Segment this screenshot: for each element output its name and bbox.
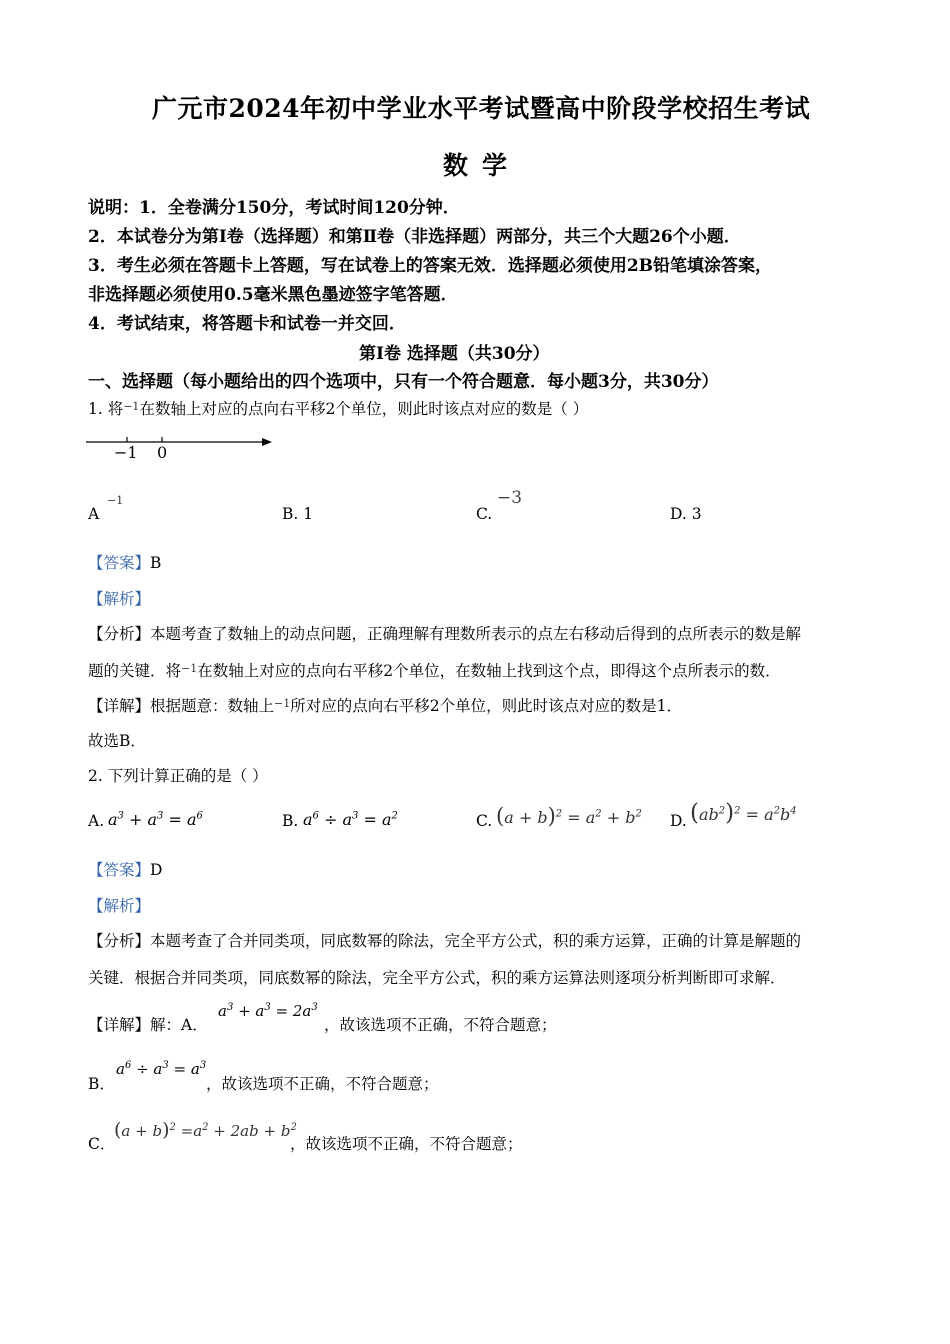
q2-detail-b-formula: $a^6 \div a^3 = a^3$ [116,1060,207,1078]
q1-option-a-label: A [88,505,100,523]
instruction-line: 3．考生必须在答题卡上答题，写在试卷上的答案无效．选择题必须使用2B铅笔填涂答案， [88,256,773,276]
q2-option-d-label: D. [670,812,687,830]
exam-title: 广元市2024年初中学业水平考试暨高中阶段学校招生考试 [152,94,811,123]
axis-label-neg1: −1 [114,443,138,462]
q1-fenxi-line1: 【分析】本题考查了数轴上的动点问题，正确理解有理数所表示的点左右移动后得到的点所表示的数是解 [88,625,802,643]
q1-option-b: B. 1 [282,505,314,523]
q2-detail-b-suffix: ，故该选项不正确，不符合题意； [206,1075,439,1093]
q2-detail-a: 【详解】解：A． [88,1016,208,1034]
q2-detail-c-label: C． [88,1135,116,1153]
q1-answer: 【答案】B [88,554,162,572]
instruction-line: 4．考试结束，将答题卡和试卷一并交回． [88,314,406,334]
q2-option-a-formula: $a^3 + a^3 = a^6$ [108,810,203,829]
q2-option-a-label: A. [88,812,105,830]
q2-detail-b-label: B． [88,1075,115,1093]
q1-analysis-tag: 【解析】 [88,590,151,608]
q2-answer: 【答案】D [88,861,163,879]
instruction-line: 2．本试卷分为第Ⅰ卷（选择题）和第Ⅱ卷（非选择题）两部分，共三个大题26个小题． [88,227,741,247]
q2-option-c-label: C. [476,812,493,830]
q1-option-a-value: −1 [107,494,124,507]
question-1-stem: 1. 将$^{-1}$在数轴上对应的点向右平移2个单位，则此时该点对应的数是（ ） [88,400,589,418]
q2-option-b-formula: $a^6 \div a^3 = a^2$ [303,810,398,829]
axis-label-0: 0 [157,443,168,462]
q1-option-d: D. 3 [670,505,702,523]
instruction-line: 说明：1．全卷满分150分，考试时间120分钟． [88,198,460,218]
q1-conclusion: 故选B． [88,732,146,750]
q1-option-c-label: C. [476,505,493,523]
q2-option-c-formula: $(a + b)^2 = a^2 + b^2$ [496,804,642,828]
q2-detail-c-suffix: ，故该选项不正确，不符合题意； [290,1135,523,1153]
q2-detail-c-formula: $(a + b)^2 =a^2 + 2ab + b^2$ [114,1119,297,1141]
question-2-stem: 2. 下列计算正确的是（ ） [88,767,268,785]
q1-detail: 【详解】根据题意：数轴上$^{-1}$所对应的点向右平移2个单位，则此时该点对应的数是1． [88,697,682,715]
q2-detail-a-formula: $a^3 + a^3 = 2a^3$ [218,1002,318,1020]
answer-tag: 【答案】 [88,861,151,879]
instruction-line: 非选择题必须使用0.5毫米黑色墨迹签字笔答题． [88,285,458,305]
q2-option-b-label: B. [282,812,299,830]
q2-analysis-tag: 【解析】 [88,897,151,915]
section-heading: 第Ⅰ卷 选择题（共30分） [359,344,550,364]
q1-fenxi-line2: 题的关键．将$^{-1}$在数轴上对应的点向右平移2个单位，在数轴上找到这个点，即得这个点所表示的数． [88,662,781,680]
subject-title: 数学 [443,151,522,180]
q2-fenxi-line1: 【分析】本题考查了合并同类项，同底数幂的除法，完全平方公式，积的乘方运算，正确的计算是解题的 [88,932,802,950]
q1-option-c-value: −3 [497,488,523,508]
q2-detail-a-suffix: ，故该选项不正确，不符合题意； [324,1016,557,1034]
answer-tag: 【答案】 [88,554,151,572]
q2-option-d-formula: $(ab^2)^2 = a^2b^4$ [690,800,797,826]
q2-fenxi-line2: 关键．根据合并同类项，同底数幂的除法，完全平方公式，积的乘方运算法则逐项分析判断即可求解． [88,969,786,987]
part-title: 一、选择题（每小题给出的四个选项中，只有一个符合题意．每小题3分，共30分） [88,372,719,392]
